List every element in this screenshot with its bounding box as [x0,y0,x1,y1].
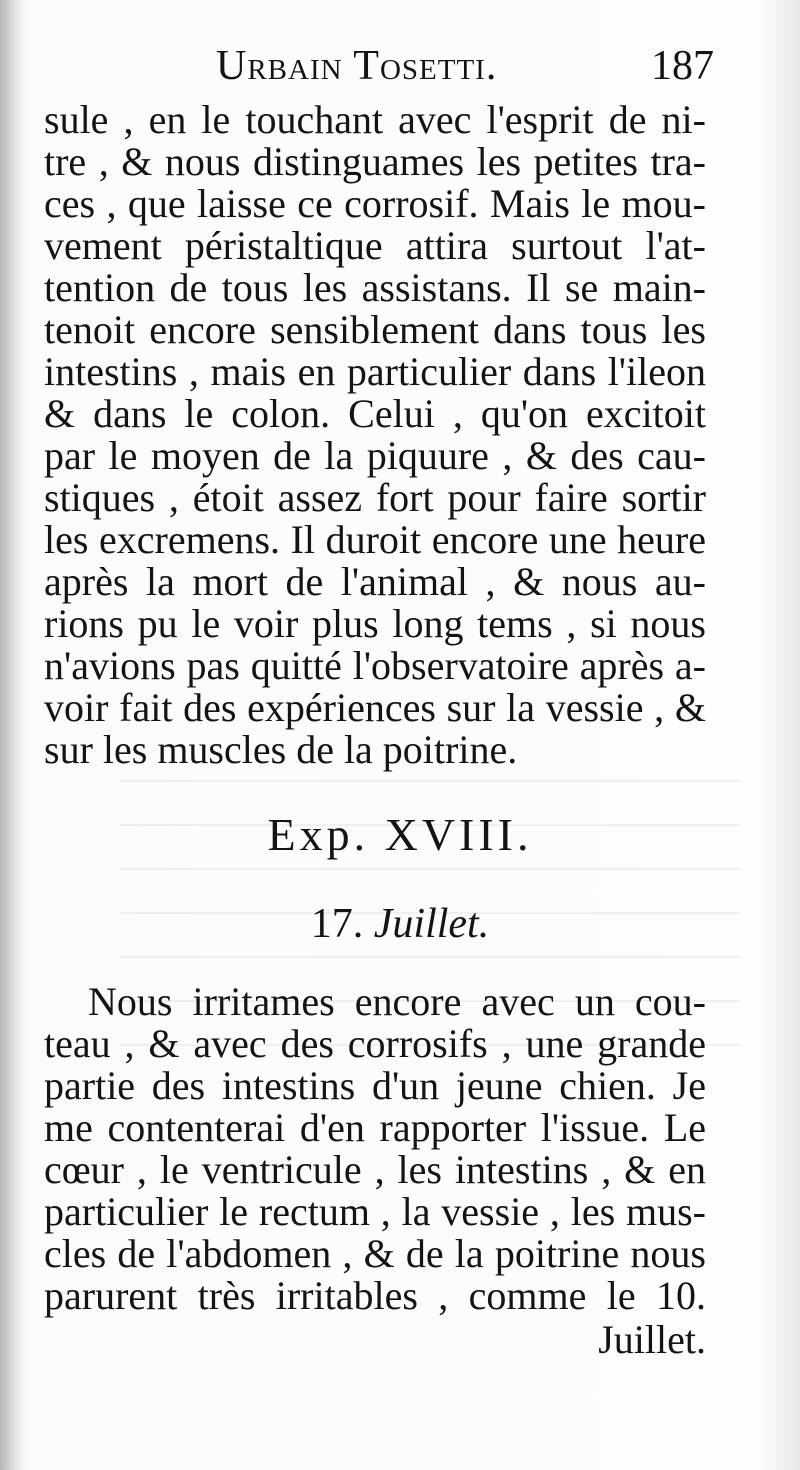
text-line: cles de l'abdomen , & de la poitrine nous [44,1231,706,1276]
text-line: partie des intestins d'un jeune chien. Je [44,1063,706,1108]
text-line: n'avions pas quitté l'observatoire après a- [44,643,706,688]
text-line: cœur , le ventricule , les intestins , & en [44,1147,706,1192]
text-line: ces , que laisse ce corrosif. Mais le mou- [44,181,706,226]
text-line: stiques , étoit assez fort pour faire sortir [44,475,706,520]
text-line: par le moyen de la piquure , & des cau- [44,433,706,478]
text-line: teau , & avec des corrosifs , une grande [44,1021,706,1066]
section-heading: Exp. XVIII. [267,809,533,860]
text-line: Juillet. [598,1317,706,1362]
text-line: rions pu le voir plus long tems , si nous [44,601,706,646]
text-line: sur les muscles de la poitrine. [44,727,518,772]
text-line: parurent très irritables , comme le 10. [44,1273,706,1318]
text-line: intestins , mais en particulier dans l'ileon [44,349,706,394]
text-line: tre , & nous distinguames les petites tra- [44,139,706,184]
text-line: après la mort de l'animal , & nous au- [44,559,706,604]
text-line: me contenterai d'en rapporter l'issue. Le [44,1105,706,1150]
running-title: Urbain Tosetti. [216,43,498,89]
date-month: Juillet. [373,901,490,947]
text-line: sule , en le touchant avec l'esprit de ni- [44,97,706,142]
text-line: vement péristaltique attira surtout l'at- [44,223,706,268]
text-line: les excremens. Il duroit encore une heure [44,517,706,562]
text-line: Nous irritames encore avec un cou- [88,979,706,1024]
page-number: 187 [651,43,714,89]
text-line: tention de tous les assistans. Il se main- [44,265,706,310]
running-header [44,40,714,100]
text-line: tenoit encore sensiblement dans tous les [44,307,706,352]
text-line: voir fait des expériences sur la vessie , & [44,685,706,730]
date-day: 17. [310,901,364,947]
text-line: & dans le colon. Celui , qu'on excitoit [44,391,706,436]
text-line: particulier le rectum , la vessie , les mus- [44,1189,706,1234]
section-date [0,900,800,948]
